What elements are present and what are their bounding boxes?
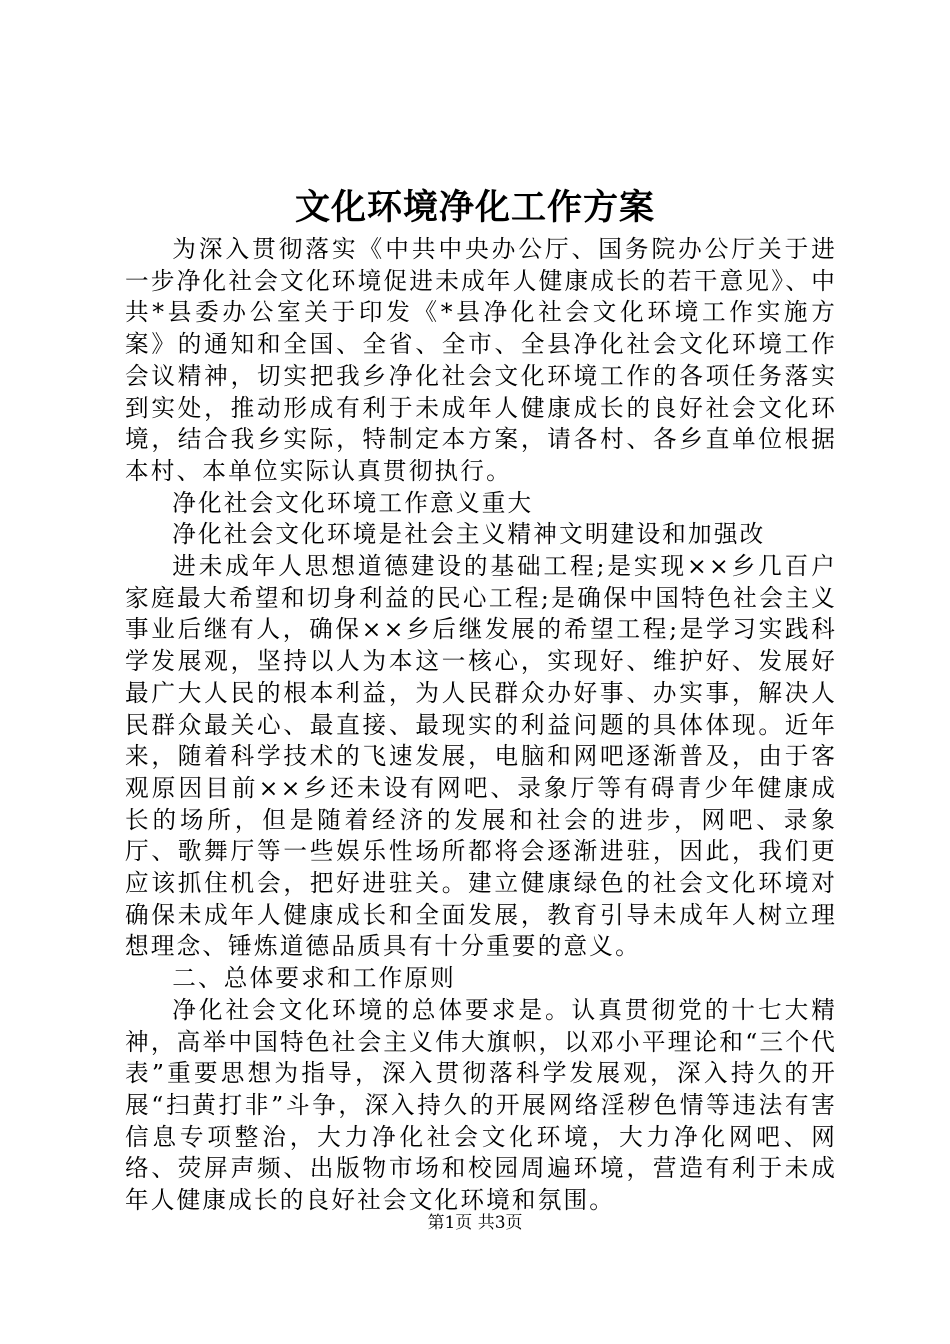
section-heading-requirements: 二、总体要求和工作原则: [172, 964, 456, 993]
document-body: [125, 234, 837, 1217]
requirements-paragraph: 净化社会文化环境的总体要求是。认真贯彻党的十七大精神，高举中国特色社会主义伟大旗帜，以邓小平理论和“三个代表”重要思想为指导，深入贯彻落科学发展观，深入持久的开展“扫黄打非”斗争，深入持久的开展网络淫秽色情等违法有害信息专项整治，大力净化社会文化环境，大力净化网吧、网络、荧屏声频、出版物市场和校园周遍环境，营造有利于未成年人健康成长的良好社会文化环境和氛围。: [125, 995, 837, 1215]
page-footer: [0, 1212, 950, 1234]
significance-lead-line: 净化社会文化环境是社会主义精神文明建设和加强改: [172, 520, 766, 549]
page-total: 共3页: [477, 1213, 523, 1233]
intro-paragraph: 为深入贯彻落实《中共中央办公厅、国务院办公厅关于进一步净化社会文化环境促进未成年人健康成长的若干意见》、中共*县委办公室关于印发《*县净化社会文化环境工作实施方案》的通知和全国、全省、全市、全县净化社会文化环境工作会议精神，切实把我乡净化社会文化环境工作的各项任务落实到实处，推动形成有利于未成年人健康成长的良好社会文化环境，结合我乡实际，特制定本方案，请各村、各乡直单位根据本村、本单位实际认真贯彻执行。: [125, 235, 837, 485]
document-title: 文化环境净化工作方案: [294, 187, 655, 228]
page-number: 第1页: [427, 1213, 473, 1233]
significance-paragraph: 进未成年人思想道德建设的基础工程;是实现××乡几百户家庭最大希望和切身利益的民心工程;是确保中国特色社会主义事业后继有人，确保××乡后继发展的希望工程;是学习实践科学发展观，坚持以人为本这一核心，实现好、维护好、发展好最广大人民的根本利益，为人民群众办好事、办实事，解决人民群众最关心、最直接、最现实的利益问题的具体体现。近年来，随着科学技术的飞速发展，电脑和网吧逐渐普及，由于客观原因目前××乡还未设有网吧、录象厅等有碍青少年健康成长的场所，但是随着经济的发展和社会的进步，网吧、录象厅、歌舞厅等一些娱乐性场所都将会逐渐进驻，因此，我们更应该抓住机会，把好进驻关。建立健康绿色的社会文化环境对确保未成年人健康成长和全面发展，教育引导未成年人树立理想理念、锤炼道德品质具有十分重要的意义。: [125, 552, 837, 961]
section-heading-significance: 净化社会文化环境工作意义重大: [172, 488, 534, 517]
